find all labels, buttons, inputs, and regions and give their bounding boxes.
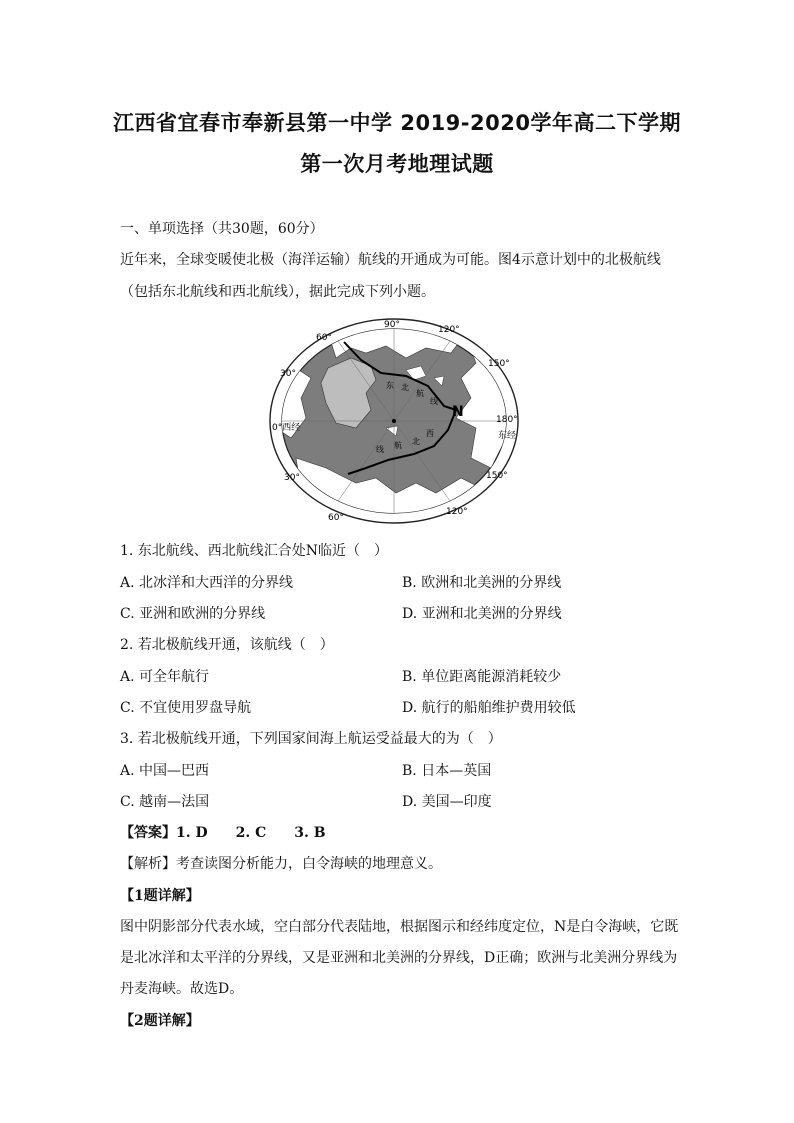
lon-label-90: 90° [384,320,400,330]
detail-1-line-1: 图中阴影部分代表水域，空白部分代表陆地，根据图示和经纬度定位，N是白令海峡，它既 [120,919,679,935]
lon-label-180: 180° [496,415,518,425]
question-1-option-b: B. 欧洲和北美洲的分界线 [402,575,562,591]
title-line-1: 江西省宜春市奉新县第一中学 2019-2020学年高二下学期 [113,111,681,135]
question-2-option-a: A. 可全年航行 [120,669,210,685]
lon-label-0-west: 0°西经 [272,423,301,433]
section-heading: 一、单项选择（共30题，60分） [120,221,324,237]
lon-label-east: 东经 [498,431,517,441]
route-label-nw-3: 航 [394,441,402,450]
arctic-route-map [266,318,522,524]
detail-2-heading: 【2题详解】 [120,1013,200,1029]
question-3-option-d: D. 美国—印度 [402,794,492,810]
question-1-option-a: A. 北冰洋和大西洋的分界线 [120,575,294,591]
route-label-nw-2: 北 [412,437,420,446]
lon-label-60-bottom: 60° [328,513,344,523]
answer-line: 【答案】1. D 2. C 3. B [120,825,326,841]
route-label-ne-2: 北 [401,383,409,392]
lon-label-150-bottom: 150° [486,471,508,481]
lon-label-120-top: 120° [438,325,460,335]
route-label-ne-4: 线 [430,397,438,406]
intro-line-1: 近年来，全球变暖使北极（海洋运输）航线的开通成为可能。图4示意计划中的北极航线 [120,252,661,268]
pole-point [392,419,396,423]
question-2-option-d: D. 航行的船舶维护费用较低 [402,700,576,716]
question-1-stem: 1. 东北航线、西北航线汇合处N临近（ ） [120,543,389,559]
lon-label-30-bottom: 30° [284,473,300,483]
route-label-nw-1: 西 [426,429,434,438]
question-1-option-c: C. 亚洲和欧洲的分界线 [120,606,266,622]
lon-label-150-top: 150° [488,359,510,369]
detail-1-heading: 【1题详解】 [120,888,200,904]
question-2-option-b: B. 单位距离能源消耗较少 [402,669,562,685]
bering-n-label: N [452,404,464,420]
question-1-option-d: D. 亚洲和北美洲的分界线 [402,606,562,622]
analysis-line: 【解析】考查读图分析能力，白令海峡的地理意义。 [120,856,442,872]
question-3-option-b: B. 日本—英国 [402,763,492,779]
detail-1-line-3: 丹麦海峡。故选D。 [120,981,244,997]
route-label-nw-4: 线 [376,445,384,454]
lon-label-60-top: 60° [316,333,332,343]
intro-line-2: （包括东北航线和西北航线），据此完成下列小题。 [120,284,435,300]
lon-label-30-top: 30° [280,369,296,379]
lon-label-120-bottom: 120° [446,507,468,517]
title-line-2: 第一次月考地理试题 [300,152,494,176]
question-2-option-c: C. 不宜使用罗盘导航 [120,700,252,716]
question-3-option-a: A. 中国—巴西 [120,763,210,779]
route-label-ne-3: 航 [416,389,424,398]
route-label-ne-1: 东 [386,381,394,390]
question-3-option-c: C. 越南—法国 [120,794,210,810]
question-2-stem: 2. 若北极航线开通，该航线（ ） [120,637,334,653]
question-3-stem: 3. 若北极航线开通，下列国家间海上航运受益最大的为（ ） [120,731,502,747]
detail-1-line-2: 是北冰洋和太平洋的分界线，又是亚洲和北美洲的分界线，D正确；欧洲与北美洲分界线为 [120,950,678,966]
